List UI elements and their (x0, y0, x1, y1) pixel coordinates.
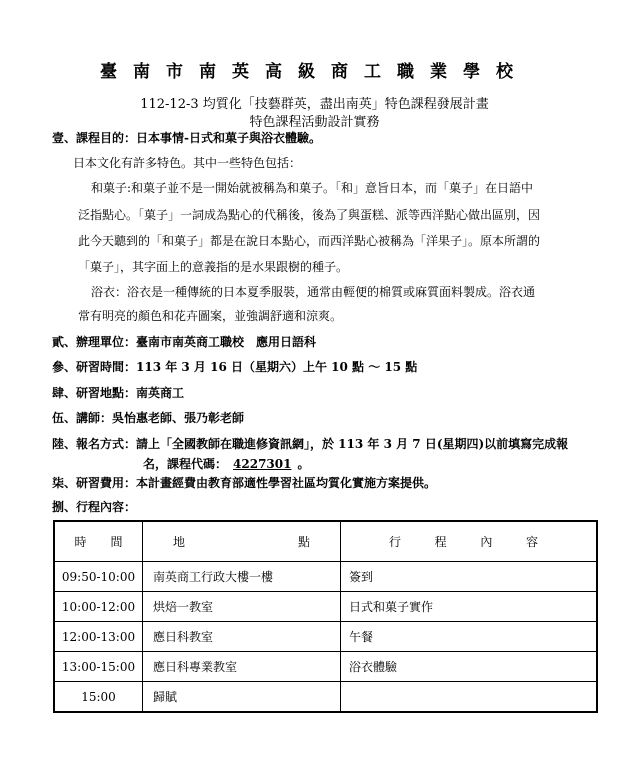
row-place: 歸賦 (143, 682, 341, 713)
table-row (54, 562, 597, 592)
schedule-table (53, 520, 598, 713)
school-title: 臺南市南英高級商工職業學校 (100, 62, 529, 82)
wagashi-line-2: 泛指點心。「菓子」一詞成為點心的代稱後，後為了與蛋糕、派等西洋點心做出區別，因 (78, 208, 541, 222)
section-fee: 柒、研習費用：本計畫經費由教育部適性學習社區均質化實施方案提供。 (52, 476, 437, 490)
yukata-line-2: 常有明亮的顏色和花卉圖案，並強調舒適和涼爽。 (78, 309, 343, 323)
table-row (54, 682, 597, 713)
row-place: 烘焙一教室 (143, 592, 341, 622)
wagashi-line-3: 此今天聽到的「和菓子」都是在說日本點心，而西洋點心被稱為「洋果子」。原本所謂的 (78, 234, 541, 248)
row-place: 應日科教室 (143, 622, 341, 652)
row-activity: 浴衣體驗 (341, 652, 598, 682)
row-place: 南英商工行政大樓一樓 (143, 562, 341, 592)
header-activity: 行 程 內 容 (341, 521, 598, 562)
intro-text: 日本文化有許多特色。其中一些特色包括： (73, 156, 302, 170)
row-time: 09:50-10:00 (54, 562, 143, 592)
course-code-line (143, 455, 309, 472)
table-header (54, 521, 597, 562)
course-code-label: 名，課程代碼： (143, 457, 228, 471)
wagashi-line-1: 和菓子:和菓子並不是一開始就被稱為和菓子。「和」意旨日本，而「菓子」在日語中 (91, 181, 534, 195)
row-activity: 簽到 (341, 562, 598, 592)
header-place: 地 點 (143, 521, 341, 562)
row-activity: 日式和菓子實作 (341, 592, 598, 622)
row-time: 12:00-13:00 (54, 622, 143, 652)
row-time: 13:00-15:00 (54, 652, 143, 682)
row-time: 15:00 (54, 682, 143, 713)
section-purpose: 壹、課程目的：日本事情-日式和菓子與浴衣體驗。 (52, 131, 321, 145)
course-code: 4227301 (233, 457, 292, 471)
header-time: 時 間 (54, 521, 143, 562)
plan-subtitle: 特色課程活動設計實務 (249, 115, 380, 130)
table-row (54, 622, 597, 652)
course-code-end: 。 (297, 457, 310, 471)
table-row (54, 652, 597, 682)
section-registration: 陸、報名方式：請上「全國教師在職進修資訊網」，於 113 年 3 月 7 日(星期四)以前填寫完成報 (52, 437, 569, 451)
table-row (54, 592, 597, 622)
row-time: 10:00-12:00 (54, 592, 143, 622)
wagashi-line-4: 「菓子」，其字面上的意義指的是水果跟樹的種子。 (78, 260, 349, 274)
plan-title: 112-12-3 均質化「技藝群英，盡出南英」特色課程發展計畫 (140, 97, 489, 112)
row-activity (341, 682, 598, 713)
row-place: 應日科專業教室 (143, 652, 341, 682)
section-organizer: 貳、辦理單位：臺南市南英商工職校 應用日語科 (52, 335, 317, 349)
section-time: 參、研習時間：113 年 3 月 16 日（星期六）上午 10 點 ～ 15 點 (52, 360, 418, 374)
yukata-line-1: 浴衣：浴衣是一種傳統的日本夏季服裝，通常由輕便的棉質或麻質面料製成。浴衣通 (91, 285, 536, 299)
section-lecturers: 伍、講師：吳怡惠老師、張乃彰老師 (52, 411, 245, 425)
section-schedule: 捌、行程內容： (52, 500, 137, 514)
row-activity: 午餐 (341, 622, 598, 652)
section-location: 肆、研習地點：南英商工 (52, 386, 185, 400)
